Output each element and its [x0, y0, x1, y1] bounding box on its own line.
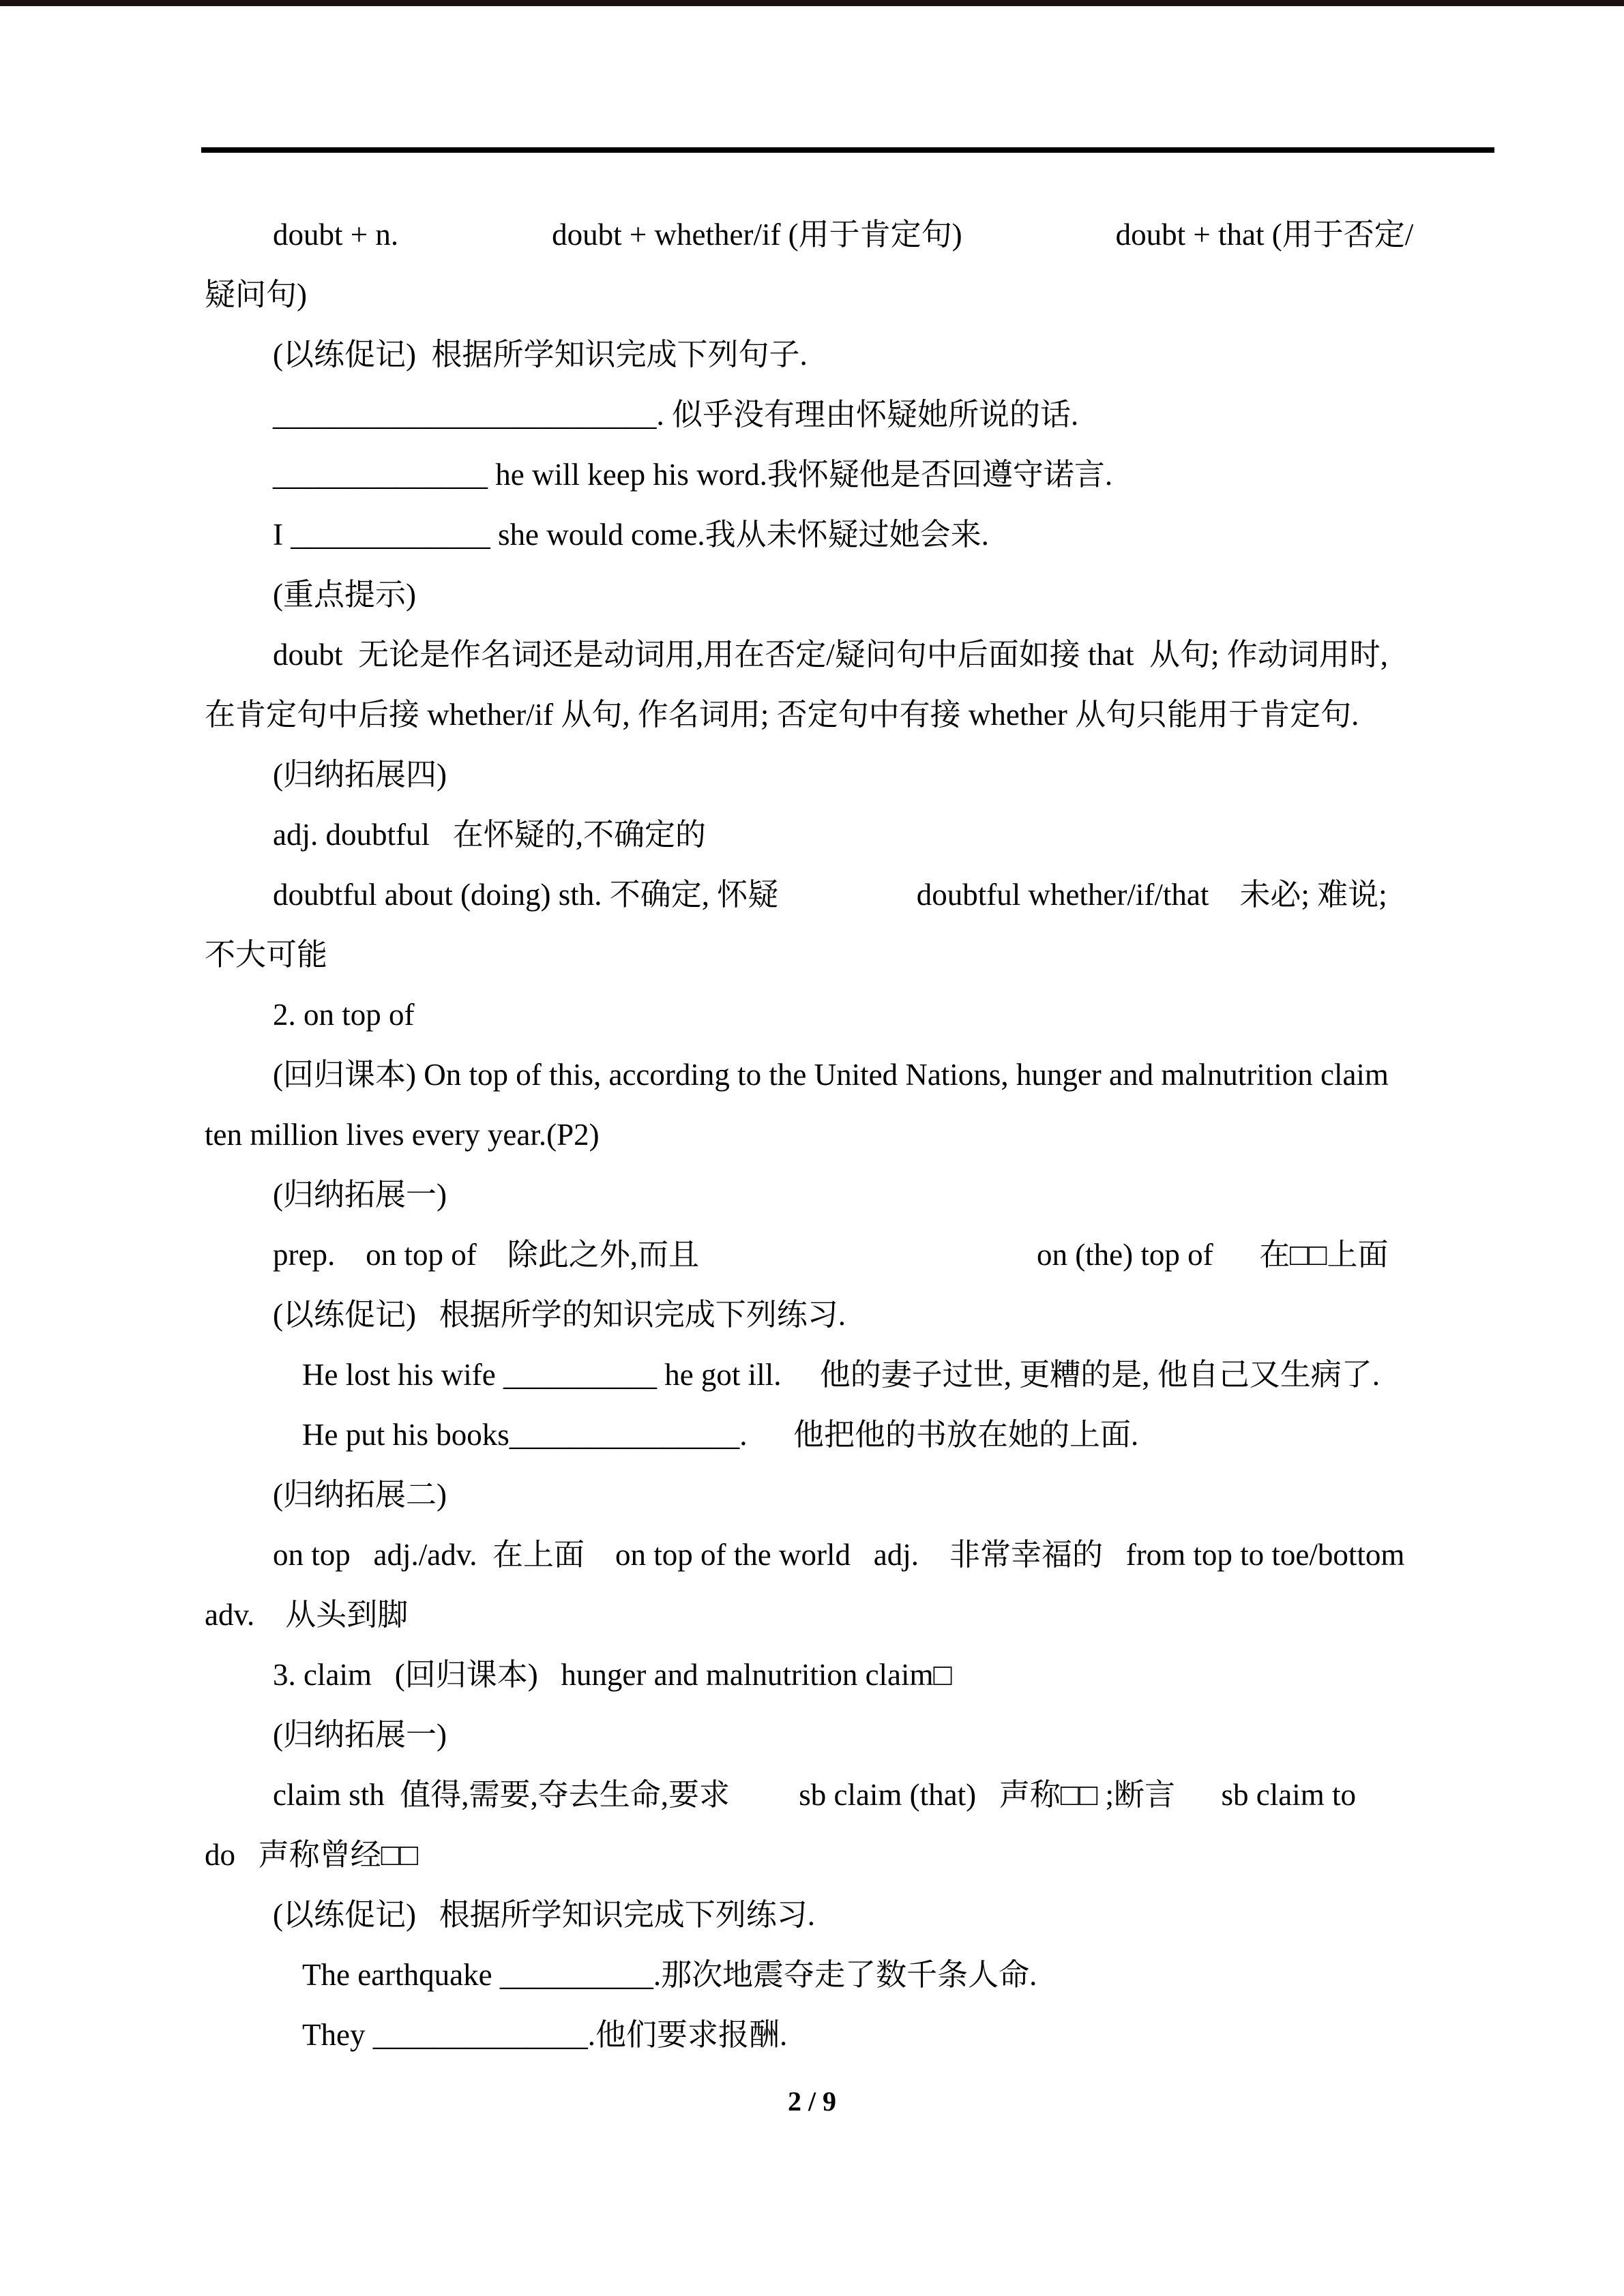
- text-line: (回归课本) On top of this, according to the United Nations, hunger and malnutrition claim: [273, 1058, 1389, 1092]
- document-content: [205, 205, 1501, 2065]
- text-line: 在肯定句中后接 whether/if 从句, 作名词用; 否定句中有接 whether 从句只能用于肯定句.: [205, 698, 1359, 732]
- header-rule: [201, 147, 1494, 153]
- text-line: 3. claim (回归课本) hunger and malnutrition claim□: [273, 1658, 952, 1692]
- text-line: He put his books_______________. 他把他的书放在她的上面.: [302, 1418, 1139, 1452]
- text-line: (以练促记) 根据所学知识完成下列句子.: [273, 338, 808, 372]
- text-line: 不大可能: [205, 938, 328, 972]
- text-line: (归纳拓展二): [273, 1478, 447, 1512]
- text-line: adj. doubtful 在怀疑的,不确定的: [273, 818, 706, 852]
- text-line: 疑问句): [205, 278, 307, 312]
- text-line: (以练促记) 根据所学的知识完成下列练习.: [273, 1298, 846, 1332]
- text-line: adv. 从头到脚: [205, 1598, 409, 1632]
- text-line: doubt 无论是作名词还是动词用,用在否定/疑问句中后面如接 that 从句; 作动词用时,: [273, 638, 1388, 672]
- text-line: ______________ he will keep his word.我怀疑他是否回遵守诺言.: [273, 458, 1113, 492]
- top-bar: [0, 0, 1624, 6]
- text-line: on top adj./adv. 在上面 on top of the world adj. 非常幸福的 from top to toe/bottom: [273, 1538, 1405, 1572]
- text-line: I _____________ she would come.我从未怀疑过她会来.: [273, 518, 989, 552]
- text-line: _________________________. 似乎没有理由怀疑她所说的话.: [273, 398, 1079, 432]
- text-line: (归纳拓展四): [273, 758, 447, 792]
- text-line: They ______________.他们要求报酬.: [302, 2018, 788, 2052]
- text-line: (以练促记) 根据所学知识完成下列练习.: [273, 1898, 815, 1932]
- text-line: doubtful about (doing) sth. 不确定, 怀疑 doubtful whether/if/that 未必; 难说;: [273, 878, 1387, 912]
- text-line: The earthquake __________.那次地震夺走了数千条人命.: [302, 1958, 1037, 1992]
- text-line: do 声称曾经□□: [205, 1838, 419, 1872]
- text-line: He lost his wife __________ he got ill. 他的妻子过世, 更糟的是, 他自己又生病了.: [302, 1358, 1380, 1392]
- text-line: doubt + n. doubt + whether/if (用于肯定句) doubt + that (用于否定/: [273, 218, 1414, 252]
- text-line: prep. on top of 除此之外,而且 on (the) top of 在□□上面: [273, 1238, 1389, 1272]
- text-line: (归纳拓展一): [273, 1178, 447, 1212]
- text-line: 2. on top of: [273, 998, 415, 1032]
- text-line: (归纳拓展一): [273, 1718, 447, 1752]
- text-line: claim sth 值得,需要,夺去生命,要求 sb claim (that) 声称□□ ;断言 sb claim to: [273, 1778, 1356, 1812]
- text-line: ten million lives every year.(P2): [205, 1118, 600, 1152]
- page-number: 2 / 9: [787, 2086, 837, 2117]
- text-line: (重点提示): [273, 578, 416, 612]
